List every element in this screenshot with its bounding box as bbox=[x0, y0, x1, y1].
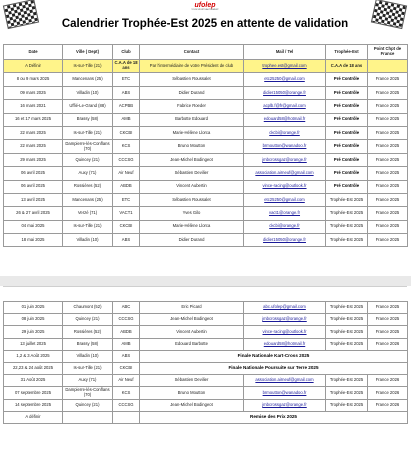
point-cell: France 2025 bbox=[368, 193, 408, 206]
mail-link[interactable]: trophee.est@gmail.com bbox=[244, 60, 326, 73]
contact-cell: Barbotte Edouard bbox=[140, 113, 244, 126]
ville-cell: Villadin (10) bbox=[63, 86, 113, 99]
date-cell: 26 & 27 avril 2025 bbox=[4, 207, 63, 220]
trophee-cell: Trophée-Est 2025 bbox=[326, 375, 368, 387]
ville-cell: Is-sur-Tille (21) bbox=[63, 220, 113, 233]
club-cell: ABDB bbox=[113, 180, 140, 193]
trophee-cell: Trophée-Est 2025 bbox=[326, 193, 368, 206]
point-cell: France 2025 bbox=[368, 140, 408, 153]
trophee-cell: Trophée-Est 2025 bbox=[326, 399, 368, 411]
mail-link[interactable]: ckcbi@orange.fr bbox=[244, 126, 326, 139]
mail-link[interactable]: ckcbi@orange.fr bbox=[244, 220, 326, 233]
club-cell: AMB bbox=[113, 113, 140, 126]
column-header: Point Chpt de France bbox=[368, 45, 408, 60]
point-cell: France 2025 bbox=[368, 314, 408, 326]
contact-cell: Sébastien Roussalet bbox=[140, 73, 244, 86]
mail-link[interactable]: etc25250@gmail.com bbox=[244, 73, 326, 86]
club-cell: KCS bbox=[113, 140, 140, 153]
club-cell: Air Neuf bbox=[113, 167, 140, 180]
ville-cell: Quincey (21) bbox=[63, 399, 113, 411]
date-cell: 16 et 17 mars 2025 bbox=[4, 113, 63, 126]
club-cell: C.A.A de 18 ans bbox=[113, 60, 140, 73]
calendar-table-continued bbox=[3, 301, 408, 424]
table-row bbox=[4, 126, 408, 139]
event-name-cell: Finale Nationale Kart-Cross 2025 bbox=[140, 350, 408, 362]
date-cell: 22 mars 2025 bbox=[4, 126, 63, 139]
contact-cell: Yves Gilo bbox=[140, 207, 244, 220]
club-cell: ABDB bbox=[113, 326, 140, 338]
ville-cell: Auxy (71) bbox=[63, 375, 113, 387]
ville-cell: Is-sur-Tille (21) bbox=[63, 362, 113, 374]
club-cell: VACT1 bbox=[113, 207, 140, 220]
ville-cell: Is-sur-Tille (21) bbox=[63, 60, 113, 73]
contact-cell: Bruno Moutton bbox=[140, 387, 244, 399]
date-cell: 07 septembre 2025 bbox=[4, 387, 63, 399]
ville-cell: Brassy (58) bbox=[63, 113, 113, 126]
trophee-cell: Pré Contrôle bbox=[326, 126, 368, 139]
date-cell: 13 juillet 2025 bbox=[4, 338, 63, 350]
club-cell: ETC bbox=[113, 193, 140, 206]
point-cell: France 2025 bbox=[368, 167, 408, 180]
table-row-event bbox=[4, 411, 408, 423]
page-header bbox=[3, 0, 407, 44]
trophee-cell: Pré Contrôle bbox=[326, 100, 368, 113]
table-row bbox=[4, 180, 408, 193]
date-cell: 31 Août 2025 bbox=[4, 375, 63, 387]
club-cell: CCCSG bbox=[113, 314, 140, 326]
date-cell: 14 septembre 2025 bbox=[4, 399, 63, 411]
trophee-cell: Pré Contrôle bbox=[326, 167, 368, 180]
date-cell: 22 mars 2025 bbox=[4, 140, 63, 153]
mail-link[interactable]: brmoutton@wanadoo.fr bbox=[244, 140, 326, 153]
mail-link[interactable]: vact1@orange.fr bbox=[244, 207, 326, 220]
table-row bbox=[4, 314, 408, 326]
column-header: Date bbox=[4, 45, 63, 60]
ville-cell: Villadin (10) bbox=[63, 350, 113, 362]
calendar-table bbox=[3, 44, 408, 247]
club-cell: ABS bbox=[113, 234, 140, 247]
point-cell: France 2026 bbox=[368, 375, 408, 387]
ville-cell: Mancenans (25) bbox=[63, 73, 113, 86]
table-row bbox=[4, 140, 408, 153]
ville-cell: Rossières (52) bbox=[63, 326, 113, 338]
trophee-cell: Trophée-Est 2025 bbox=[326, 234, 368, 247]
page-separator bbox=[0, 276, 411, 286]
trophee-cell: C.A.A de 18 ans bbox=[326, 60, 368, 73]
date-cell: 13 avril 2025 bbox=[4, 193, 63, 206]
club-cell: ETC bbox=[113, 73, 140, 86]
contact-cell: Bruno Moutton bbox=[140, 140, 244, 153]
contact-cell: Vincent Aubertin bbox=[140, 326, 244, 338]
ville-cell: Villadin (10) bbox=[63, 234, 113, 247]
mail-link[interactable]: vince-racing@outlook.fr bbox=[244, 326, 326, 338]
date-cell: A définir bbox=[4, 411, 63, 423]
contact-cell: Edouard Barbotte bbox=[140, 338, 244, 350]
trophee-cell: Pré Contrôle bbox=[326, 140, 368, 153]
point-cell: France 2025 bbox=[368, 234, 408, 247]
contact-cell: Par l'intermédiaire de votre Président de club bbox=[140, 60, 244, 73]
trophee-cell: Trophée-Est 2025 bbox=[326, 326, 368, 338]
mail-link[interactable]: brmoutton@wanadoo.fr bbox=[244, 387, 326, 399]
contact-cell: Eric Picard bbox=[140, 302, 244, 314]
ville-cell bbox=[63, 411, 113, 423]
point-cell: France 2026 bbox=[368, 338, 408, 350]
calendar-page-2 bbox=[3, 286, 407, 460]
event-name-cell: Remise des Prix 2025 bbox=[140, 411, 408, 423]
table-row bbox=[4, 302, 408, 314]
point-cell: France 2025 bbox=[368, 326, 408, 338]
club-cell: KCS bbox=[113, 387, 140, 399]
point-cell: France 2025 bbox=[368, 220, 408, 233]
club-cell: CCCSG bbox=[113, 399, 140, 411]
ville-cell: Brassy (58) bbox=[63, 338, 113, 350]
date-cell: 18 mai 2025 bbox=[4, 234, 63, 247]
table-row bbox=[4, 73, 408, 86]
point-cell: France 2025 bbox=[368, 207, 408, 220]
point-cell: France 2025 bbox=[368, 180, 408, 193]
trophee-cell: Trophée-Est 2025 bbox=[326, 314, 368, 326]
club-cell bbox=[113, 411, 140, 423]
club-cell: ABS bbox=[113, 350, 140, 362]
table-row-event bbox=[4, 350, 408, 362]
column-header: Club bbox=[113, 45, 140, 60]
table-row bbox=[4, 399, 408, 411]
table-row bbox=[4, 167, 408, 180]
table-row bbox=[4, 220, 408, 233]
ville-cell: Verzé (71) bbox=[63, 207, 113, 220]
date-cell: 22,23 & 24 août 2025 bbox=[4, 362, 63, 374]
date-cell: 1,2 & 3 Août 2025 bbox=[4, 350, 63, 362]
column-header: Ville ( Dept) bbox=[63, 45, 113, 60]
contact-cell: Marie-Hélène Llorca bbox=[140, 220, 244, 233]
contact-cell: Sébastien Devilier bbox=[140, 167, 244, 180]
table-row bbox=[4, 387, 408, 399]
club-cell: CKCBI bbox=[113, 220, 140, 233]
mail-link[interactable]: didier15050@orange.fr bbox=[244, 234, 326, 247]
mail-link[interactable]: acplb.f@fr@gmail.com bbox=[244, 100, 326, 113]
contact-cell: Jean-Michel Bodingeot bbox=[140, 314, 244, 326]
ville-cell: Auxy (71) bbox=[63, 167, 113, 180]
club-cell: ABS bbox=[113, 86, 140, 99]
date-cell: 29 juin 2025 bbox=[4, 326, 63, 338]
mail-link[interactable]: association.airneuf@gmail.com bbox=[244, 375, 326, 387]
mail-link[interactable]: jmbcrossgaz@orange.fr bbox=[244, 399, 326, 411]
ville-cell: Mancenans (25) bbox=[63, 193, 113, 206]
point-cell: France 2025 bbox=[368, 302, 408, 314]
date-cell: 8 ou 9 mars 2025 bbox=[4, 73, 63, 86]
club-cell: CKCBI bbox=[113, 126, 140, 139]
ville-cell: Is-sur-Tille (21) bbox=[63, 126, 113, 139]
contact-cell: Vincent Aubertin bbox=[140, 180, 244, 193]
date-cell: 01 juin 2025 bbox=[4, 302, 63, 314]
contact-cell: Marie-Hélène Llorca bbox=[140, 126, 244, 139]
table-row bbox=[4, 153, 408, 166]
trophee-cell: Pré Contrôle bbox=[326, 113, 368, 126]
ufolep-logo: ufolep TOUS SPORTS AUTREMENT bbox=[191, 2, 219, 11]
ville-cell: Chaumont (52) bbox=[63, 302, 113, 314]
club-cell: AMB bbox=[113, 338, 140, 350]
club-cell: CKCBI bbox=[113, 362, 140, 374]
column-header: Trophée-Est bbox=[326, 45, 368, 60]
contact-cell: Sébastien Roussalet bbox=[140, 193, 244, 206]
ville-cell: Rossières (52) bbox=[63, 180, 113, 193]
point-cell bbox=[368, 60, 408, 73]
point-cell: France 2026 bbox=[368, 399, 408, 411]
contact-cell: Didier Durand bbox=[140, 86, 244, 99]
point-cell: France 2025 bbox=[368, 73, 408, 86]
table-row bbox=[4, 207, 408, 220]
mail-link[interactable]: abc.ufolep@gmail.com bbox=[244, 302, 326, 314]
date-cell: 29 mars 2025 bbox=[4, 153, 63, 166]
table-row bbox=[4, 338, 408, 350]
calendar-page-1 bbox=[3, 0, 407, 276]
table-row bbox=[4, 113, 408, 126]
trophee-cell: Trophée-Est 2025 bbox=[326, 302, 368, 314]
date-cell: A Définir bbox=[4, 60, 63, 73]
contact-cell: Sébastien Devilier bbox=[140, 375, 244, 387]
trophee-cell: Pré Contrôle bbox=[326, 86, 368, 99]
club-cell: Air Neuf bbox=[113, 375, 140, 387]
ville-cell: Uffié-Le-Grand (88) bbox=[63, 100, 113, 113]
table-row bbox=[4, 193, 408, 206]
date-cell: 06 avril 2025 bbox=[4, 180, 63, 193]
page-title: Calendrier Trophée-Est 2025 en attente de validation bbox=[61, 18, 349, 30]
mail-link[interactable]: association.airneuf@gmail.com bbox=[244, 167, 326, 180]
date-cell: 04 mai 2025 bbox=[4, 220, 63, 233]
mail-link[interactable]: edouard58@hotmail.fr bbox=[244, 113, 326, 126]
column-header: Mail / Tel bbox=[244, 45, 326, 60]
trophee-cell: Trophée-Est 2025 bbox=[326, 220, 368, 233]
table-row bbox=[4, 326, 408, 338]
point-cell: France 2025 bbox=[368, 100, 408, 113]
trophee-cell: Pré Contrôle bbox=[326, 153, 368, 166]
table-row bbox=[4, 60, 408, 73]
date-cell: 09 mars 2025 bbox=[4, 86, 63, 99]
point-cell: France 2025 bbox=[368, 126, 408, 139]
mail-link[interactable]: jmbcrossgaz@orange.fr bbox=[244, 314, 326, 326]
date-cell: 06 avril 2025 bbox=[4, 167, 63, 180]
ville-cell: Quincey (21) bbox=[63, 314, 113, 326]
contact-cell: Jean-Michel Bodingeot bbox=[140, 153, 244, 166]
column-header: Contact bbox=[140, 45, 244, 60]
table-row bbox=[4, 86, 408, 99]
ville-cell: Quincey (21) bbox=[63, 153, 113, 166]
trophee-cell: Trophée-Est 2025 bbox=[326, 338, 368, 350]
trophee-cell: Pré Contrôle bbox=[326, 180, 368, 193]
date-cell: 08 juin 2025 bbox=[4, 314, 63, 326]
contact-cell: Fabrice Roeder bbox=[140, 100, 244, 113]
table-row bbox=[4, 100, 408, 113]
point-cell: France 2025 bbox=[368, 113, 408, 126]
table-header-row bbox=[4, 45, 408, 60]
point-cell: France 2026 bbox=[368, 387, 408, 399]
club-cell: ABC bbox=[113, 302, 140, 314]
mail-link[interactable]: didier15050@orange.fr bbox=[244, 86, 326, 99]
trophee-cell: Trophée-Est 2025 bbox=[326, 387, 368, 399]
mail-link[interactable]: etc25250@gmail.com bbox=[244, 193, 326, 206]
ville-cell: Dampierre-lès-Conflans (70) bbox=[63, 387, 113, 399]
table-row bbox=[4, 234, 408, 247]
club-cell: CCCSG bbox=[113, 153, 140, 166]
event-name-cell: Finale Nationale Poursuite sur Terre 2025 bbox=[140, 362, 408, 374]
mail-link[interactable]: jmbcrossgaz@orange.fr bbox=[244, 153, 326, 166]
trophee-cell: Trophée-Est 2025 bbox=[326, 207, 368, 220]
contact-cell: Jean-Michel Bodingeot bbox=[140, 399, 244, 411]
mail-link[interactable]: vince-racing@outlook.fr bbox=[244, 180, 326, 193]
table-row-event bbox=[4, 362, 408, 374]
point-cell: France 2025 bbox=[368, 153, 408, 166]
point-cell: France 2025 bbox=[368, 86, 408, 99]
contact-cell: Didier Durand bbox=[140, 234, 244, 247]
trophee-cell: Pré Contrôle bbox=[326, 73, 368, 86]
table-row bbox=[4, 375, 408, 387]
ville-cell: Dampierre-lès-Conflans (70) bbox=[63, 140, 113, 153]
mail-link[interactable]: edouard58@hotmail.fr bbox=[244, 338, 326, 350]
club-cell: ACPBB bbox=[113, 100, 140, 113]
date-cell: 16 mars 2021 bbox=[4, 100, 63, 113]
